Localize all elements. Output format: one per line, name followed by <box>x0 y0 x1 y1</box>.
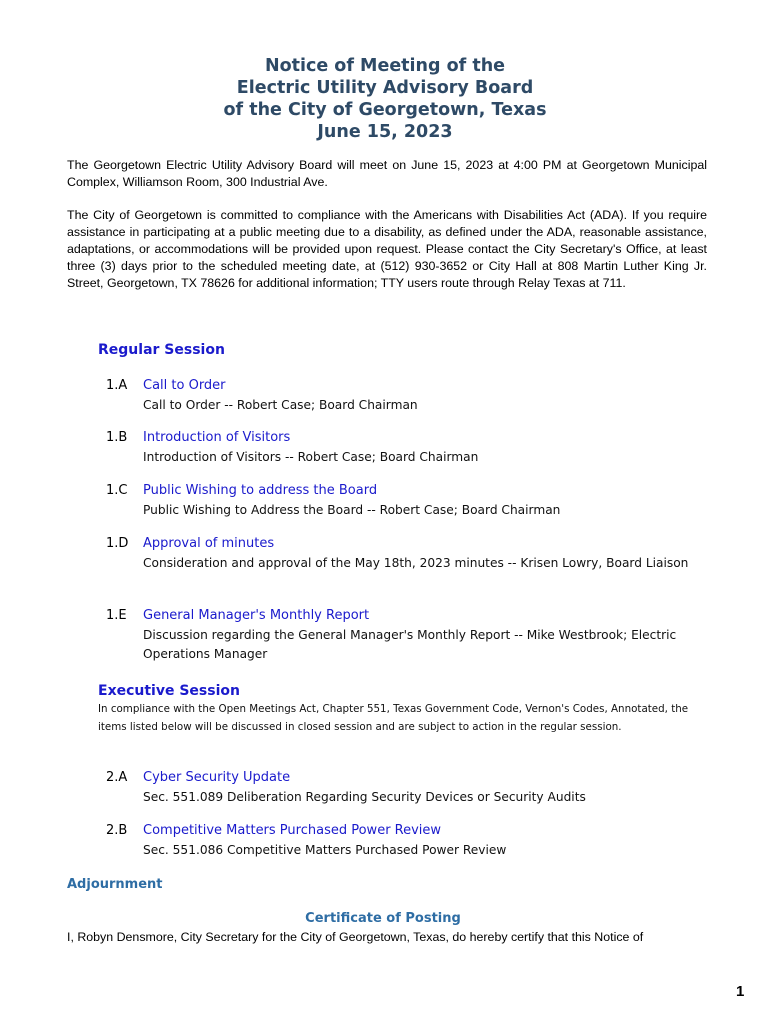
item-description: Sec. 551.086 Competitive Matters Purchased Power Review <box>143 843 507 857</box>
item-description: Call to Order -- Robert Case; Board Chairman <box>143 398 418 412</box>
item-title-link[interactable]: Introduction of Visitors <box>143 430 291 445</box>
page-number: 1 <box>736 983 745 1000</box>
item-description: Sec. 551.089 Deliberation Regarding Security Devices or Security Audits <box>143 790 586 804</box>
item-number: 1.E <box>106 608 127 623</box>
meeting-paragraph: The Georgetown Electric Utility Advisory Board will meet on June 15, 2023 at 4:00 PM at Georgetown Municipal Complex, Williamson Room, 300 Industrial Ave. <box>67 158 707 189</box>
item-title-link[interactable]: Public Wishing to address the Board <box>143 483 378 498</box>
title-line: Notice of Meeting of the <box>264 56 506 76</box>
item-title-link[interactable]: Approval of minutes <box>143 536 275 551</box>
title-line: of the City of Georgetown, Texas <box>223 100 547 120</box>
item-description: Introduction of Visitors -- Robert Case; Board Chairman <box>143 450 479 464</box>
adjournment-heading: Adjournment <box>67 877 163 892</box>
executive-session-note: In compliance with the Open Meetings Act, Chapter 551, Texas Government Code, Vernon's Codes, Annotated, the items listed below will be discussed in closed session and are subject to action in the regular session. <box>98 703 689 733</box>
item-number: 1.C <box>106 483 128 498</box>
certificate-heading: Certificate of Posting <box>305 911 461 926</box>
ada-paragraph: The City of Georgetown is committed to compliance with the Americans with Disabilities Act (ADA). If you require assistance in participating at a public meeting due to a disability, as defined under the ADA, reasonable assistance, adaptations, or accommodations will be provided upon request. Please contact the City Secretary's Office, at least three (3) days prior to the scheduled meeting date, at (512) 930-3652 or City Hall at 808 Martin Luther King Jr. Street, Georgetown, TX 78626 for additional information; TTY users route through Relay Texas at 711. <box>67 208 707 290</box>
item-title-link[interactable]: Competitive Matters Purchased Power Review <box>143 823 442 838</box>
item-number: 2.B <box>106 823 128 838</box>
item-number: 1.B <box>106 430 128 445</box>
item-description: Public Wishing to Address the Board -- Robert Case; Board Chairman <box>143 503 561 517</box>
item-number: 1.A <box>106 378 128 393</box>
item-title-link[interactable]: General Manager's Monthly Report <box>143 608 370 623</box>
item-number: 2.A <box>106 770 128 785</box>
regular-session-heading: Regular Session <box>98 342 225 358</box>
certificate-text: I, Robyn Densmore, City Secretary for the City of Georgetown, Texas, do hereby certify that this Notice of <box>67 930 644 944</box>
item-title-link[interactable]: Cyber Security Update <box>143 770 291 785</box>
executive-session-heading: Executive Session <box>98 683 240 699</box>
document-title <box>0 55 770 143</box>
title-line: Electric Utility Advisory Board <box>236 78 534 98</box>
item-description: Consideration and approval of the May 18th, 2023 minutes -- Krisen Lowry, Board Liaison <box>143 556 689 570</box>
title-line: June 15, 2023 <box>317 122 453 142</box>
item-title-link[interactable]: Call to Order <box>143 378 226 393</box>
item-number: 1.D <box>106 536 129 551</box>
item-description: Discussion regarding the General Manager's Monthly Report -- Mike Westbrook; Electric Operations Manager <box>143 628 677 661</box>
